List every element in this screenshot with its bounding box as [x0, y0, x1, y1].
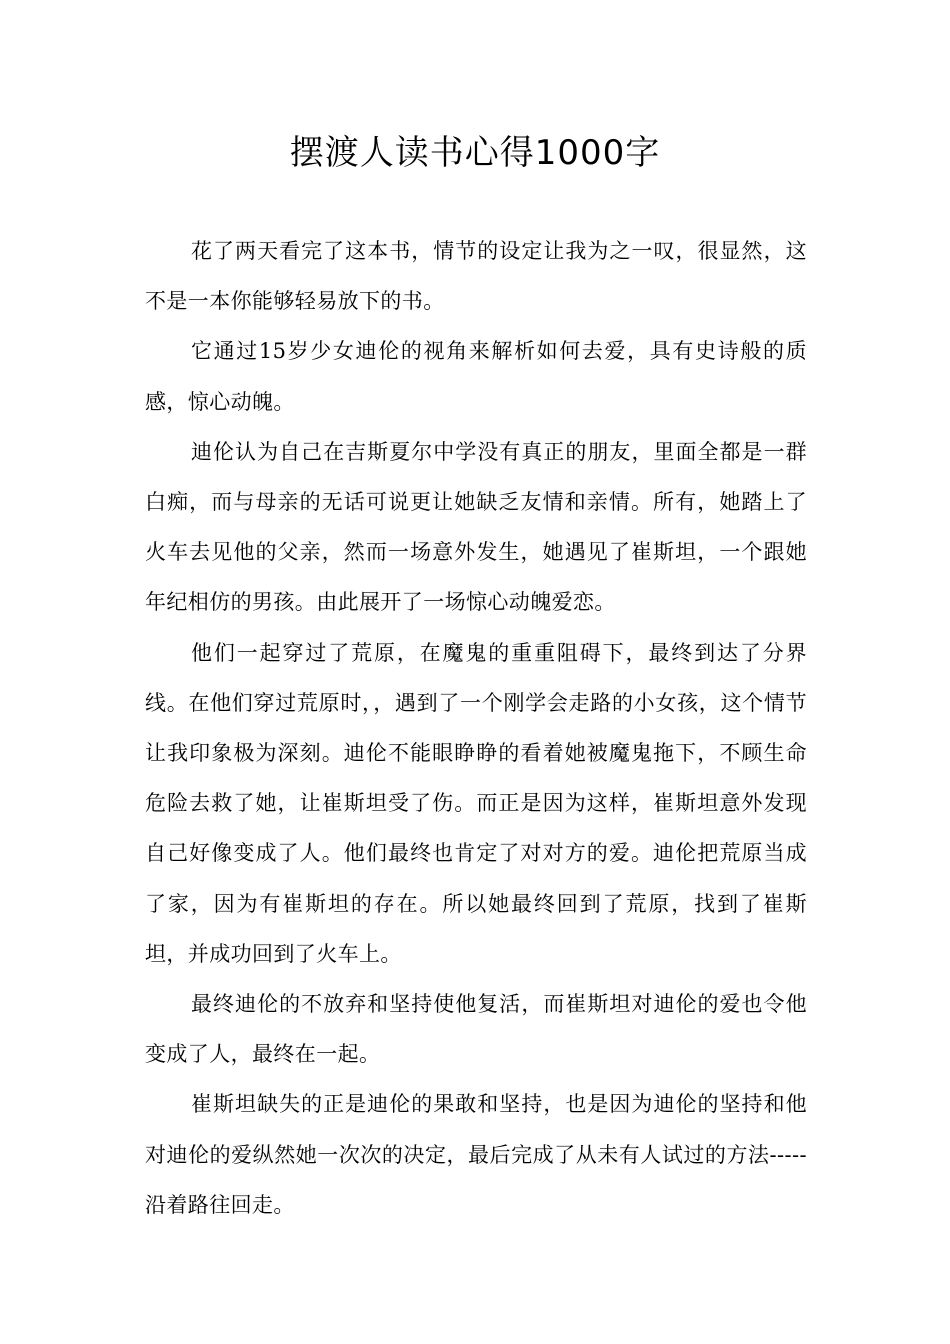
- paragraph: 最终迪伦的不放弃和坚持使他复活，而崔斯坦对迪伦的爱也令他变成了人，最终在一起。: [145, 992, 807, 1067]
- paragraph: 迪伦认为自己在吉斯夏尔中学没有真正的朋友，里面全都是一群白痴，而与母亲的无话可说更让她缺乏友情和亲情。所有，她踏上了火车去见他的父亲，然而一场意外发生，她遇见了崔斯坦，一个跟她年纪相仿的男孩。由此展开了一场惊心动魄爱恋。: [145, 439, 807, 615]
- paragraph: 他们一起穿过了荒原，在魔鬼的重重阻碍下，最终到达了分界线。在他们穿过荒原时，，遇到了一个刚学会走路的小女孩，这个情节让我印象极为深刻。迪伦不能眼睁睁的看着她被魔鬼拖下，不顾生命危险去救了她，让崔斯坦受了伤。而正是因为这样，崔斯坦意外发现自己好像变成了人。他们最终也肯定了对对方的爱。迪伦把荒原当成了家，因为有崔斯坦的存在。所以她最终回到了荒原，找到了崔斯坦，并成功回到了火车上。: [145, 640, 807, 966]
- paragraph: 花了两天看完了这本书，情节的设定让我为之一叹，很显然，这不是一本你能够轻易放下的书。: [145, 239, 807, 314]
- paragraph: 崔斯坦缺失的正是迪伦的果敢和坚持，也是因为迪伦的坚持和他对迪伦的爱纵然她一次次的决定，最后完成了从未有人试过的方法-----沿着路往回走。: [145, 1092, 807, 1217]
- paragraph: 它通过15岁少女迪伦的视角来解析如何去爱，具有史诗般的质感，惊心动魄。: [145, 339, 807, 414]
- document-title: 摆渡人读书心得1000字: [289, 133, 661, 173]
- document-body: [145, 226, 807, 1230]
